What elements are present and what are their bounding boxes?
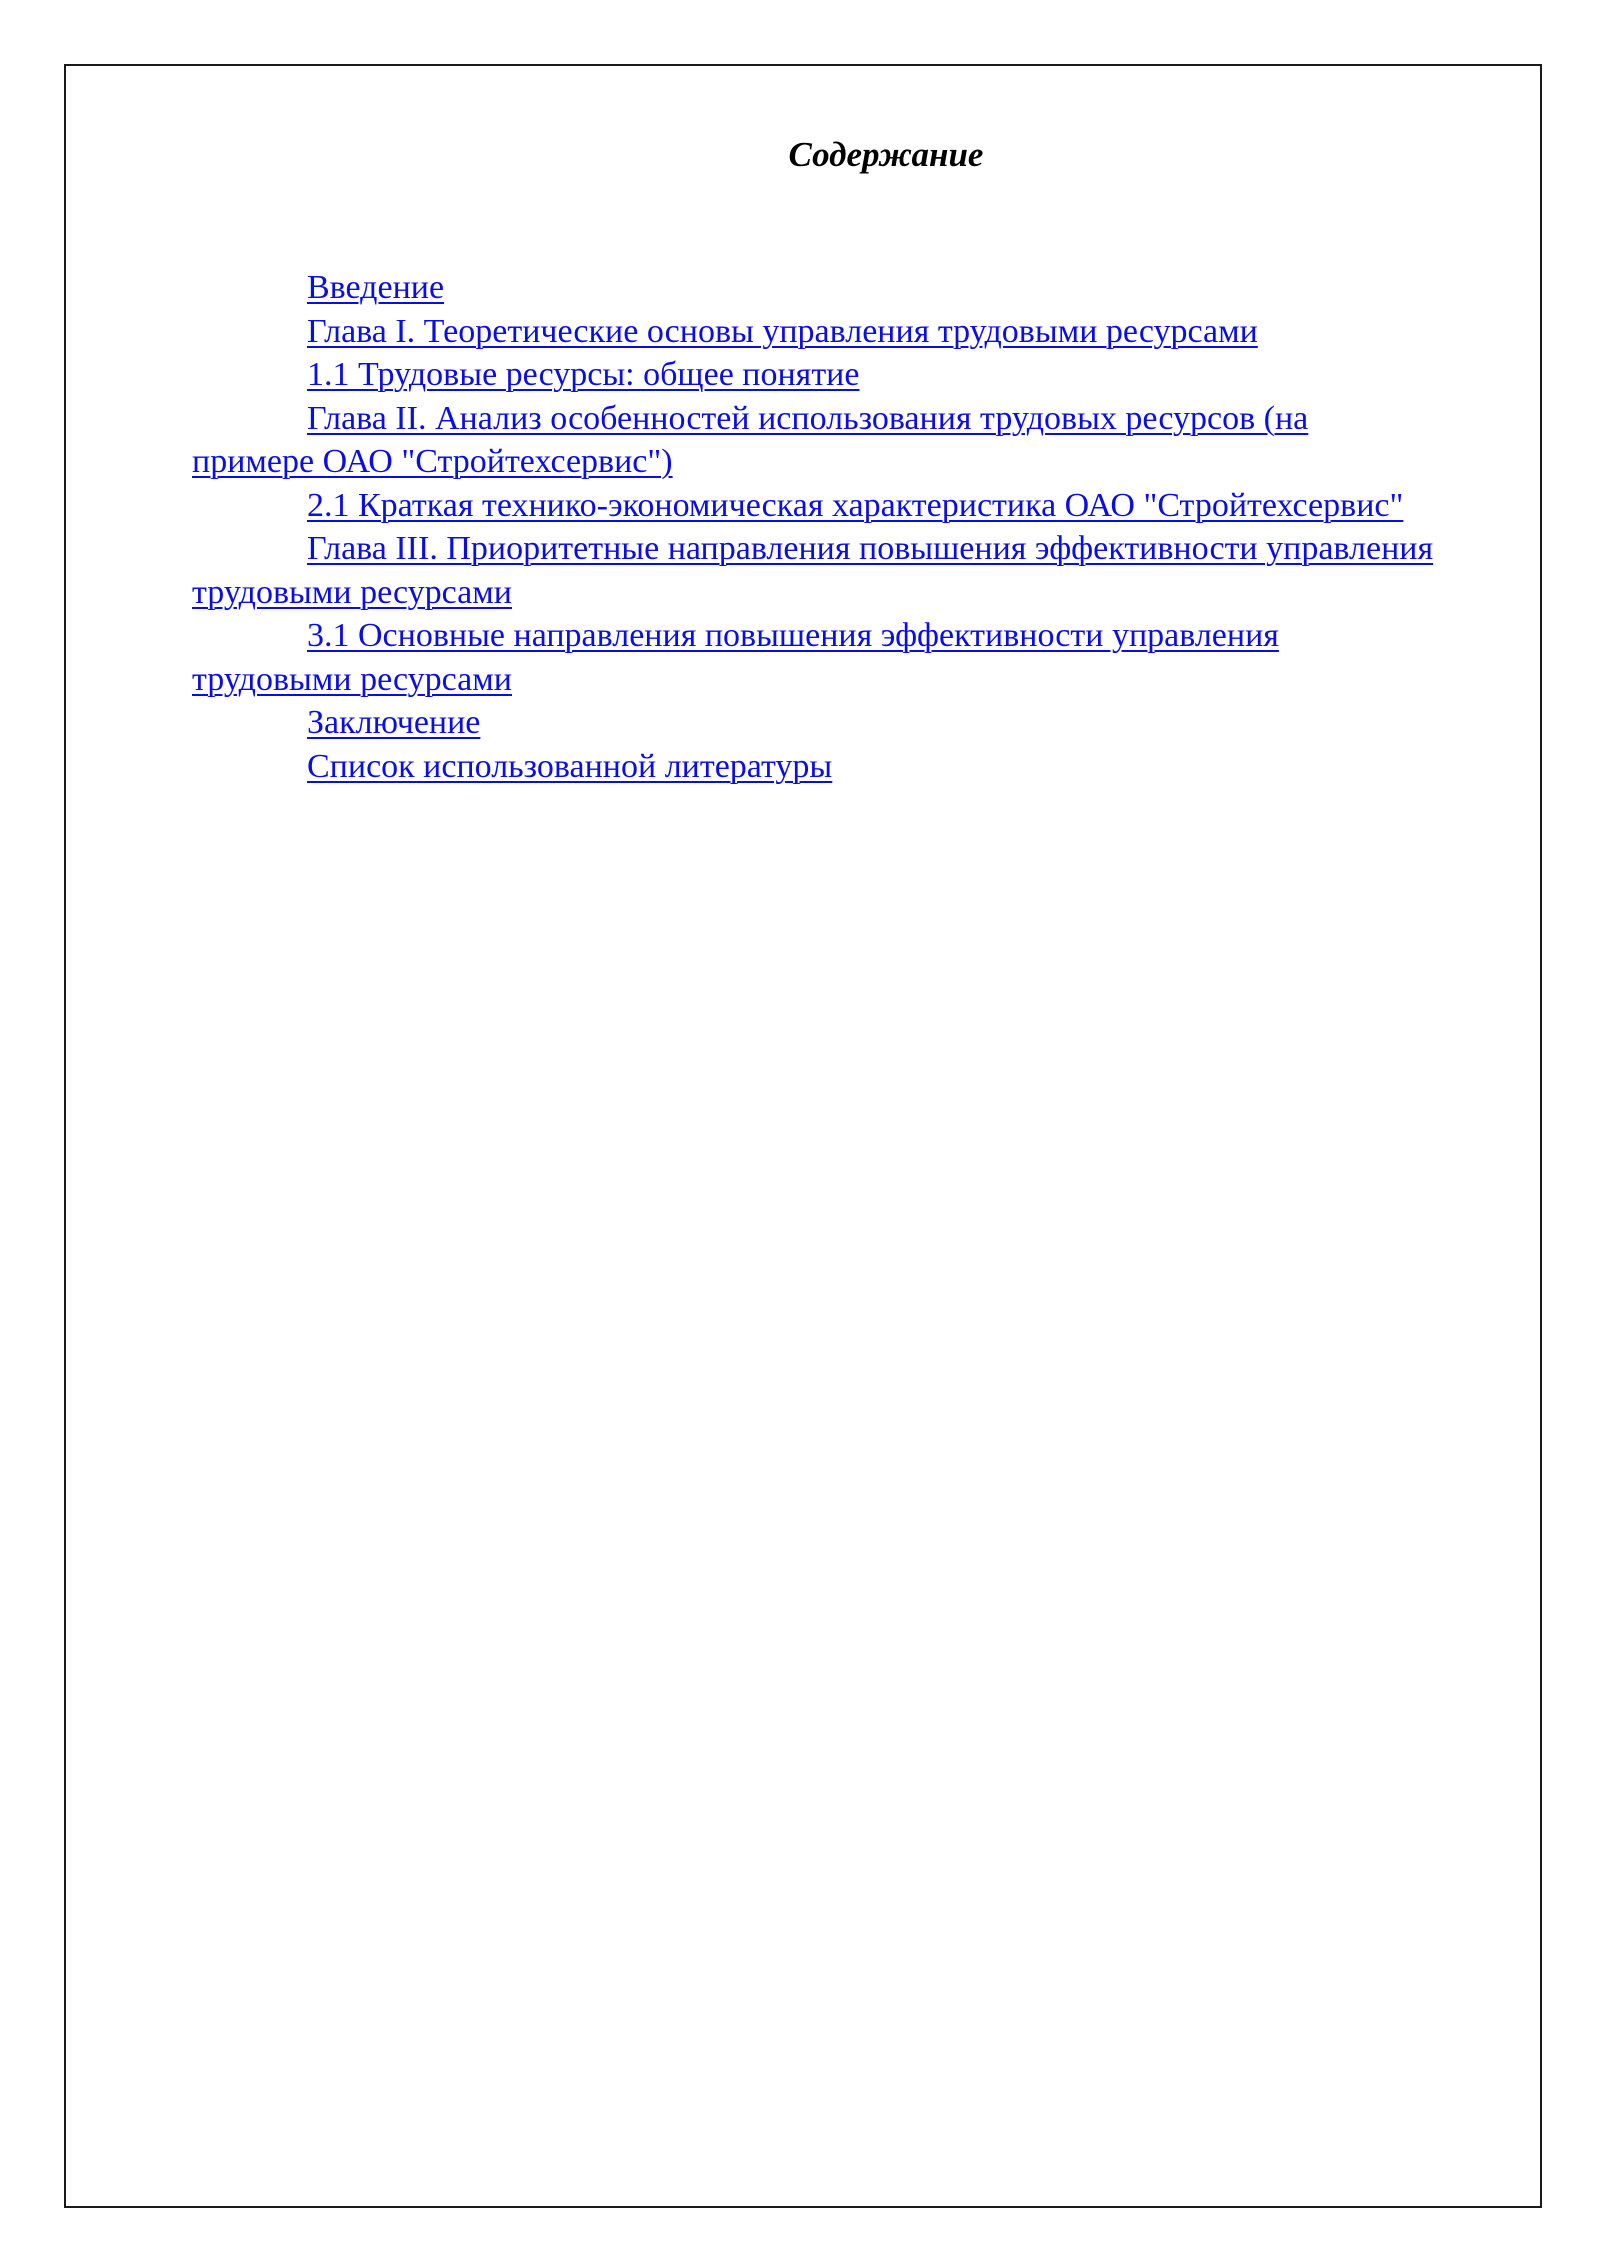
toc-item (192, 614, 1438, 701)
toc-item (192, 484, 1438, 528)
toc-link-chapter-3[interactable]: Глава III. Приоритетные направления повышения эффективности управления трудовыми ресурсами (192, 530, 1434, 611)
toc-item (192, 527, 1438, 614)
toc-item (192, 310, 1438, 354)
toc-link-conclusion[interactable]: Заключение (307, 704, 481, 741)
toc-item (192, 353, 1438, 397)
toc-item (192, 397, 1438, 484)
toc-item (192, 266, 1438, 310)
toc-link-section-2-1[interactable]: 2.1 Краткая технико-экономическая характеристика ОАО "Стройтехсервис" (307, 486, 1404, 524)
toc-link-chapter-2[interactable]: Глава II. Анализ особенностей использования трудовых ресурсов (на примере ОАО "Стройтехсервис") (192, 399, 1309, 480)
toc-title: Содержание (788, 135, 984, 174)
toc-link-introduction[interactable]: Введение (307, 269, 445, 306)
toc-link-section-3-1[interactable]: 3.1 Основные направления повышения эффективности управления трудовыми ресурсами (192, 617, 1279, 698)
toc-link-section-1-1[interactable]: 1.1 Трудовые ресурсы: общее понятие (307, 356, 860, 393)
toc-link-bibliography[interactable]: Список использованной литературы (307, 747, 833, 785)
toc-item (192, 701, 1438, 745)
toc-link-chapter-1[interactable]: Глава I. Теоретические основы управления трудовыми ресурсами (307, 312, 1258, 350)
table-of-contents (192, 266, 1438, 788)
toc-item (192, 745, 1438, 789)
